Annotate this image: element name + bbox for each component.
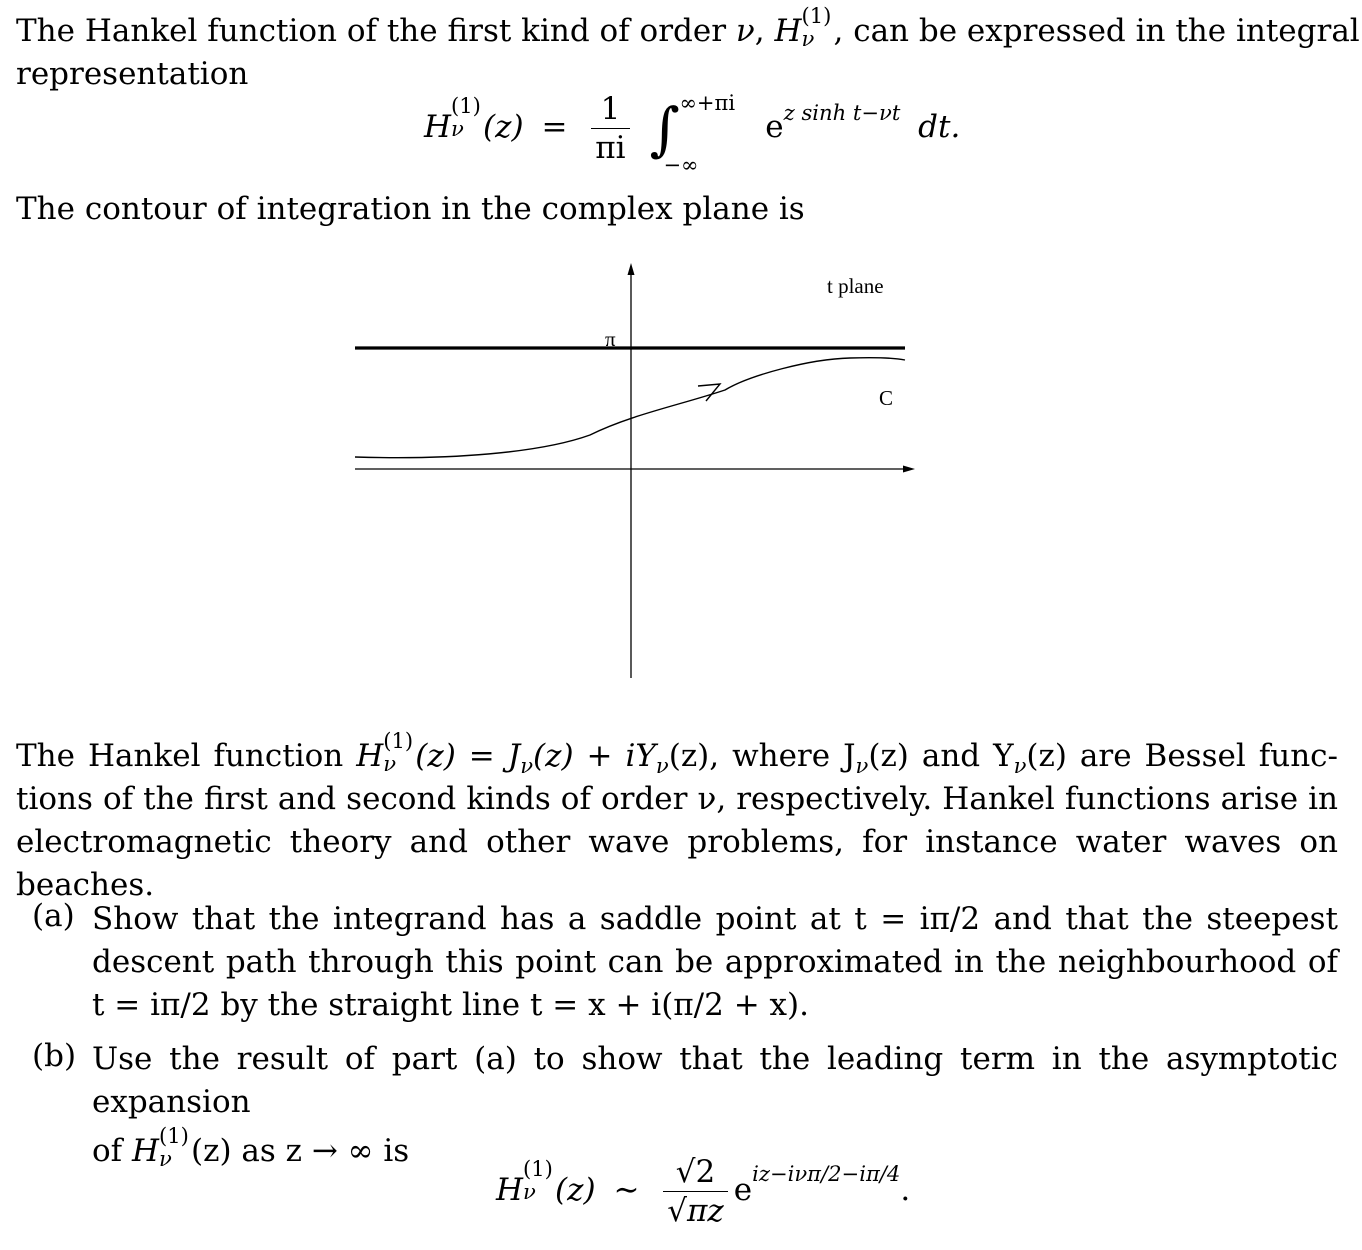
eq1-equals: = xyxy=(541,109,568,145)
eq1-fraction xyxy=(591,92,629,165)
para2-text-c: (z), where J xyxy=(668,738,856,774)
eq1-exp-base: e xyxy=(765,109,784,145)
integral-lower-limit: −∞ xyxy=(663,152,699,177)
para2-text-a: The Hankel function xyxy=(16,738,357,774)
intro-hankel-indices xyxy=(801,3,834,53)
eq2-fraction xyxy=(663,1155,727,1228)
contour-c xyxy=(355,358,905,458)
intro-text-a: The Hankel function of the first kind of order xyxy=(16,13,736,49)
contour-diagram xyxy=(340,255,930,685)
part-b-hankel-indices: (1) ν xyxy=(159,1123,189,1172)
imag-axis-arrow xyxy=(628,263,635,275)
part-b-line-1: Use the result of part (a) to show that the leading term in the asymptotic expansion xyxy=(92,1041,1338,1120)
para2-text-b: (z) + iY xyxy=(533,738,656,774)
hankel-paragraph xyxy=(16,728,1338,907)
intro-line-1 xyxy=(16,3,1360,53)
integral-sign xyxy=(649,90,736,177)
asymptotic-equation xyxy=(496,1155,910,1228)
para2-line-1: The Hankel function H (1) ν $(z) = J_\nu(z) + iY_\nu(z)$, where $J_\nu(z)$ and $Y_\nu(z)$ are Bessel func- xyxy=(16,728,1338,779)
integral-upper-limit: ∞+πi xyxy=(679,90,736,115)
intro-text-c: , can be expressed in the integral xyxy=(833,13,1360,49)
part-b-text-a: of xyxy=(92,1133,132,1169)
para2-line-3: electromagnetic theory and other wave problems, for instance water waves on beaches. xyxy=(16,824,1338,903)
part-b-text-b: (z) as z → ∞ is xyxy=(191,1133,410,1169)
intro-hankel-sup: (1) xyxy=(801,3,832,29)
part-a-body xyxy=(92,898,1338,1027)
intro-paragraph xyxy=(16,3,1360,96)
para2-line-2: tions of the first and second kinds of order ν, respectively. Hankel functions arise in xyxy=(16,781,1338,817)
integral-glyph: ∫ xyxy=(649,94,680,163)
t-plane-label: t plane xyxy=(827,274,884,298)
eq2-hankel-indices xyxy=(523,1156,555,1208)
intro-text-b: , xyxy=(754,13,775,49)
contour-label: C xyxy=(879,386,894,410)
eq2-hankel-symbol: H xyxy=(496,1172,524,1208)
intro-hankel-symbol: H xyxy=(774,13,802,49)
para2-eq: (z) = J xyxy=(415,738,521,774)
eq1-arg: (z) xyxy=(483,109,524,145)
eq2-exp-power: iz−iνπ/2−iπ/4 xyxy=(752,1160,901,1186)
eq1-exp-power: z sinh t−νt xyxy=(783,99,901,125)
eq2-frac-num: √2 xyxy=(663,1155,727,1192)
eq1-hankel-indices xyxy=(451,93,483,145)
eq1-dt: dt. xyxy=(918,109,961,145)
eq2-sim: ∼ xyxy=(613,1172,640,1208)
eq2-frac-den: √πz xyxy=(667,1193,724,1229)
part-b-body xyxy=(92,1038,1338,1173)
para2-hankel-indices: (1) ν xyxy=(383,728,414,777)
intro-nu: ν xyxy=(735,13,755,49)
eq2-sup: (1) xyxy=(523,1156,553,1182)
intro-line-2: representation xyxy=(16,56,249,92)
contour-paragraph xyxy=(16,188,1338,231)
eq2-period: . xyxy=(900,1172,911,1208)
eq2-arg: (z) xyxy=(555,1172,596,1208)
eq1-frac-num: 1 xyxy=(591,92,629,129)
part-a-line-3: t = iπ/2 by the straight line t = x + i(π/2 + x). xyxy=(92,987,809,1023)
para2-text-d: (z) and Y xyxy=(868,738,1014,774)
part-a xyxy=(32,898,1338,1030)
part-a-line-1: Show that the integrand has a saddle point at t = iπ/2 and that the steepest xyxy=(92,901,1338,937)
eq1-sub: ν xyxy=(451,116,464,142)
part-b-label: (b) xyxy=(32,1038,77,1074)
eq2-exp-base: e xyxy=(733,1172,753,1208)
eq1-hankel-symbol: H xyxy=(424,109,452,145)
part-b xyxy=(32,1038,1338,1172)
intro-hankel-sub: ν xyxy=(801,26,815,52)
pi-label: π xyxy=(605,327,616,351)
real-axis-arrow xyxy=(903,466,915,473)
eq1-frac-den: πi xyxy=(595,130,626,166)
part-a-label: (a) xyxy=(32,898,75,934)
part-a-line-2: descent path through this point can be approximated in the neighbourhood of xyxy=(92,944,1338,980)
eq2-sub: ν xyxy=(523,1179,536,1205)
contour-text: The contour of integration in the complex plane is xyxy=(16,191,805,227)
part-b-line-2: of H (1) ν (z) as z → ∞ is xyxy=(92,1123,410,1172)
para2-text-e: (z) are Bessel func- xyxy=(1026,738,1338,774)
integral-equation xyxy=(424,90,961,177)
eq1-sup: (1) xyxy=(451,93,481,119)
